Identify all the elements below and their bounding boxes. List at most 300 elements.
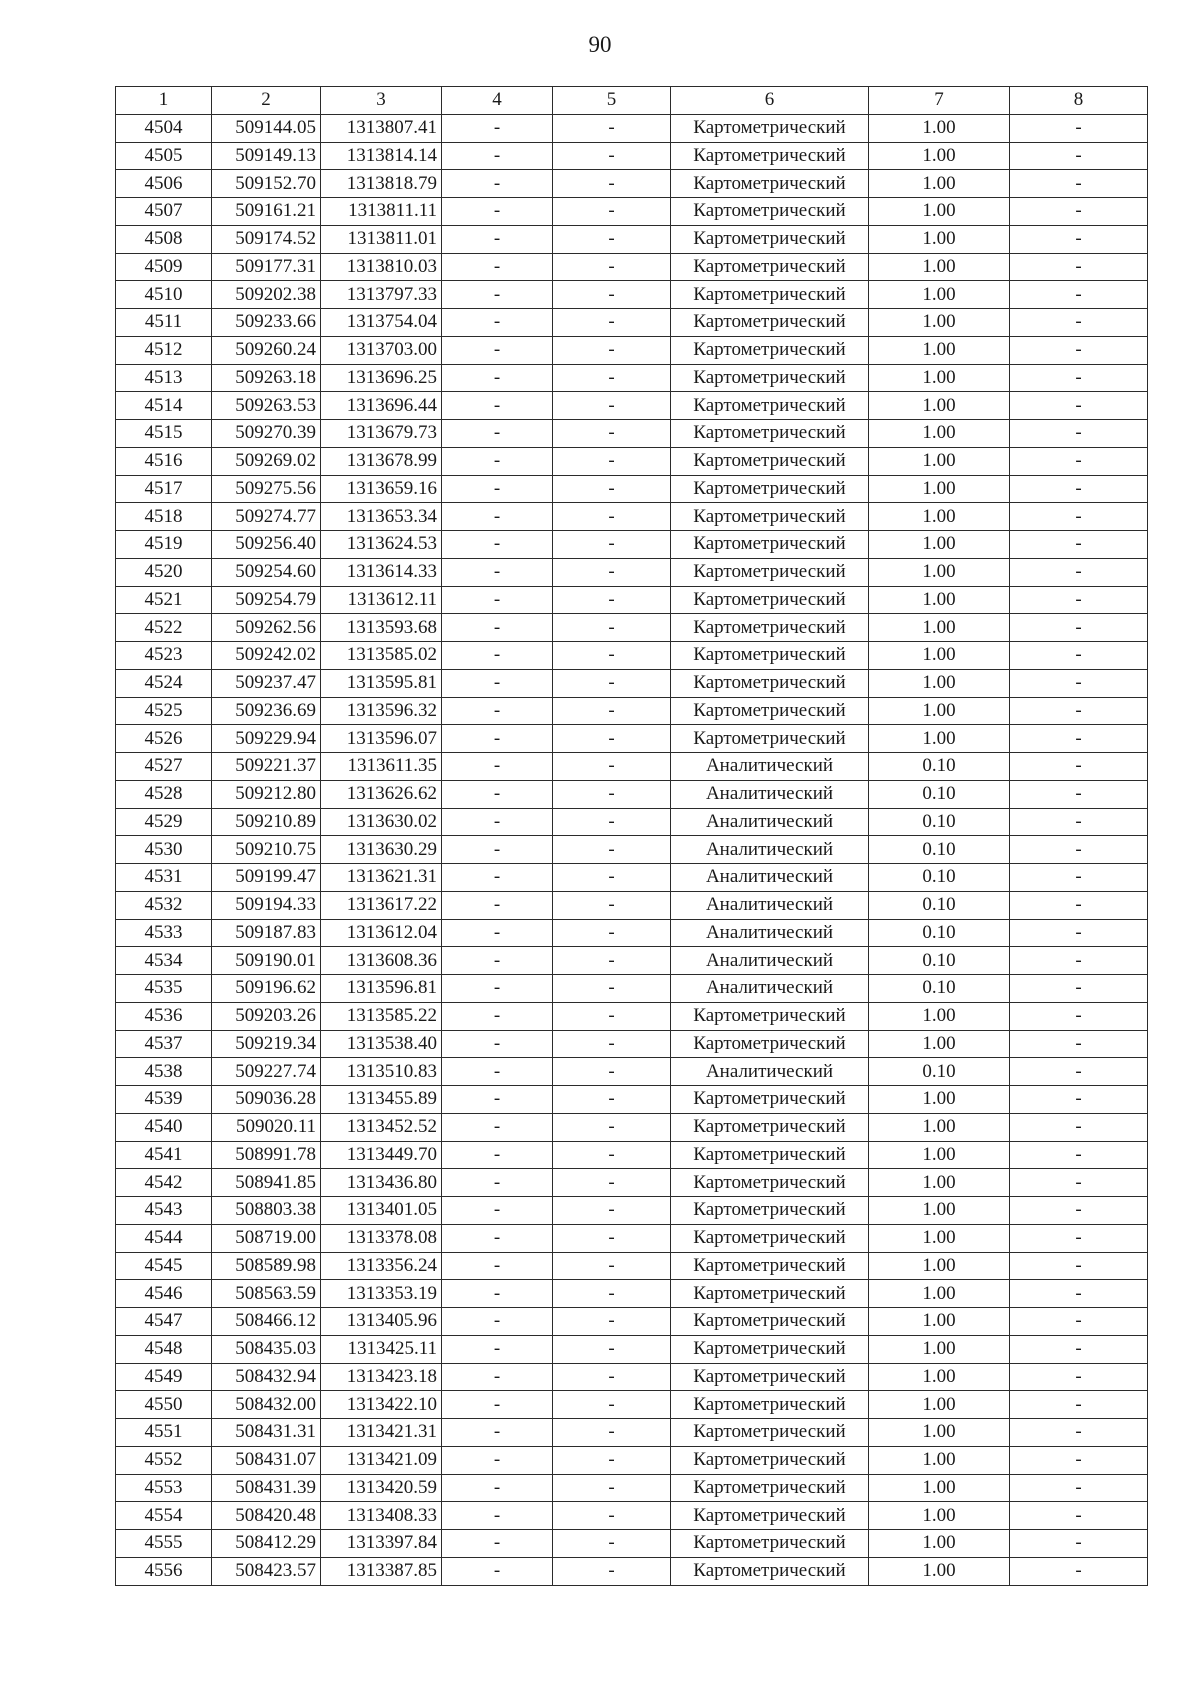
column-4-cell: - <box>442 336 553 364</box>
method-cell: Картометрический <box>671 1169 869 1197</box>
method-cell: Картометрический <box>671 503 869 531</box>
accuracy-cell: 0.10 <box>869 808 1010 836</box>
column-4-cell: - <box>442 614 553 642</box>
point-number-cell: 4546 <box>116 1280 212 1308</box>
column-5-cell: - <box>553 392 671 420</box>
x-coordinate-cell: 508420.48 <box>212 1502 321 1530</box>
y-coordinate-cell: 1313401.05 <box>321 1197 442 1225</box>
column-4-cell: - <box>442 1530 553 1558</box>
column-header: 3 <box>321 87 442 115</box>
column-8-cell: - <box>1010 531 1148 559</box>
y-coordinate-cell: 1313353.19 <box>321 1280 442 1308</box>
column-8-cell: - <box>1010 1335 1148 1363</box>
column-8-cell: - <box>1010 1363 1148 1391</box>
method-cell: Картометрический <box>671 142 869 170</box>
column-5-cell: - <box>553 336 671 364</box>
column-5-cell: - <box>553 1474 671 1502</box>
column-5-cell: - <box>553 1058 671 1086</box>
accuracy-cell: 1.00 <box>869 1446 1010 1474</box>
column-5-cell: - <box>553 420 671 448</box>
accuracy-cell: 1.00 <box>869 642 1010 670</box>
column-8-cell: - <box>1010 891 1148 919</box>
column-8-cell: - <box>1010 420 1148 448</box>
x-coordinate-cell: 508431.39 <box>212 1474 321 1502</box>
point-number-cell: 4541 <box>116 1141 212 1169</box>
method-cell: Картометрический <box>671 1252 869 1280</box>
column-8-cell: - <box>1010 364 1148 392</box>
method-cell: Аналитический <box>671 891 869 919</box>
y-coordinate-cell: 1313811.11 <box>321 198 442 226</box>
x-coordinate-cell: 509020.11 <box>212 1113 321 1141</box>
table-row <box>116 1169 1148 1197</box>
point-number-cell: 4515 <box>116 420 212 448</box>
point-number-cell: 4521 <box>116 586 212 614</box>
accuracy-cell: 1.00 <box>869 336 1010 364</box>
column-4-cell: - <box>442 669 553 697</box>
method-cell: Картометрический <box>671 1030 869 1058</box>
method-cell: Аналитический <box>671 975 869 1003</box>
column-4-cell: - <box>442 1391 553 1419</box>
column-4-cell: - <box>442 170 553 198</box>
column-8-cell: - <box>1010 558 1148 586</box>
method-cell: Аналитический <box>671 864 869 892</box>
point-number-cell: 4524 <box>116 669 212 697</box>
column-5-cell: - <box>553 558 671 586</box>
accuracy-cell: 1.00 <box>869 198 1010 226</box>
accuracy-cell: 1.00 <box>869 1557 1010 1585</box>
table-row <box>116 1557 1148 1585</box>
method-cell: Картометрический <box>671 669 869 697</box>
column-4-cell: - <box>442 364 553 392</box>
accuracy-cell: 0.10 <box>869 1058 1010 1086</box>
column-5-cell: - <box>553 1557 671 1585</box>
column-4-cell: - <box>442 586 553 614</box>
x-coordinate-cell: 509256.40 <box>212 531 321 559</box>
accuracy-cell: 1.00 <box>869 669 1010 697</box>
coordinates-table <box>115 86 1148 1586</box>
method-cell: Аналитический <box>671 836 869 864</box>
accuracy-cell: 1.00 <box>869 1502 1010 1530</box>
method-cell: Картометрический <box>671 198 869 226</box>
column-8-cell: - <box>1010 1419 1148 1447</box>
y-coordinate-cell: 1313596.07 <box>321 725 442 753</box>
column-5-cell: - <box>553 891 671 919</box>
accuracy-cell: 0.10 <box>869 753 1010 781</box>
y-coordinate-cell: 1313754.04 <box>321 309 442 337</box>
y-coordinate-cell: 1313621.31 <box>321 864 442 892</box>
point-number-cell: 4536 <box>116 1002 212 1030</box>
column-5-cell: - <box>553 1086 671 1114</box>
method-cell: Картометрический <box>671 1224 869 1252</box>
y-coordinate-cell: 1313585.02 <box>321 642 442 670</box>
y-coordinate-cell: 1313593.68 <box>321 614 442 642</box>
y-coordinate-cell: 1313397.84 <box>321 1530 442 1558</box>
table-row <box>116 336 1148 364</box>
column-8-cell: - <box>1010 1058 1148 1086</box>
accuracy-cell: 0.10 <box>869 864 1010 892</box>
method-cell: Картометрический <box>671 614 869 642</box>
column-4-cell: - <box>442 1141 553 1169</box>
accuracy-cell: 1.00 <box>869 475 1010 503</box>
accuracy-cell: 1.00 <box>869 1086 1010 1114</box>
column-8-cell: - <box>1010 975 1148 1003</box>
y-coordinate-cell: 1313814.14 <box>321 142 442 170</box>
table-body <box>116 114 1148 1585</box>
x-coordinate-cell: 509152.70 <box>212 170 321 198</box>
column-5-cell: - <box>553 1280 671 1308</box>
x-coordinate-cell: 508432.00 <box>212 1391 321 1419</box>
x-coordinate-cell: 509161.21 <box>212 198 321 226</box>
x-coordinate-cell: 509274.77 <box>212 503 321 531</box>
column-5-cell: - <box>553 864 671 892</box>
point-number-cell: 4505 <box>116 142 212 170</box>
header-row <box>116 87 1148 115</box>
accuracy-cell: 1.00 <box>869 1197 1010 1225</box>
column-8-cell: - <box>1010 281 1148 309</box>
y-coordinate-cell: 1313425.11 <box>321 1335 442 1363</box>
column-4-cell: - <box>442 1502 553 1530</box>
column-8-cell: - <box>1010 669 1148 697</box>
column-8-cell: - <box>1010 225 1148 253</box>
column-8-cell: - <box>1010 1224 1148 1252</box>
column-header: 2 <box>212 87 321 115</box>
table-row <box>116 975 1148 1003</box>
method-cell: Картометрический <box>671 1419 869 1447</box>
column-4-cell: - <box>442 1308 553 1336</box>
page-number: 90 <box>588 32 612 57</box>
x-coordinate-cell: 508803.38 <box>212 1197 321 1225</box>
accuracy-cell: 1.00 <box>869 503 1010 531</box>
x-coordinate-cell: 509203.26 <box>212 1002 321 1030</box>
column-8-cell: - <box>1010 392 1148 420</box>
table-row <box>116 475 1148 503</box>
column-8-cell: - <box>1010 1530 1148 1558</box>
point-number-cell: 4555 <box>116 1530 212 1558</box>
table-row <box>116 614 1148 642</box>
y-coordinate-cell: 1313449.70 <box>321 1141 442 1169</box>
x-coordinate-cell: 508435.03 <box>212 1335 321 1363</box>
method-cell: Аналитический <box>671 919 869 947</box>
column-8-cell: - <box>1010 1030 1148 1058</box>
column-4-cell: - <box>442 225 553 253</box>
y-coordinate-cell: 1313818.79 <box>321 170 442 198</box>
column-8-cell: - <box>1010 919 1148 947</box>
point-number-cell: 4551 <box>116 1419 212 1447</box>
column-5-cell: - <box>553 1308 671 1336</box>
column-5-cell: - <box>553 697 671 725</box>
accuracy-cell: 1.00 <box>869 1252 1010 1280</box>
column-5-cell: - <box>553 1502 671 1530</box>
column-8-cell: - <box>1010 253 1148 281</box>
x-coordinate-cell: 508423.57 <box>212 1557 321 1585</box>
column-5-cell: - <box>553 919 671 947</box>
column-4-cell: - <box>442 1252 553 1280</box>
column-8-cell: - <box>1010 780 1148 808</box>
column-5-cell: - <box>553 614 671 642</box>
accuracy-cell: 1.00 <box>869 697 1010 725</box>
column-5-cell: - <box>553 725 671 753</box>
column-5-cell: - <box>553 281 671 309</box>
accuracy-cell: 1.00 <box>869 1474 1010 1502</box>
column-4-cell: - <box>442 1363 553 1391</box>
x-coordinate-cell: 508412.29 <box>212 1530 321 1558</box>
x-coordinate-cell: 509269.02 <box>212 447 321 475</box>
method-cell: Картометрический <box>671 114 869 142</box>
table-row <box>116 753 1148 781</box>
column-8-cell: - <box>1010 114 1148 142</box>
table-row <box>116 225 1148 253</box>
table-row <box>116 1141 1148 1169</box>
x-coordinate-cell: 508563.59 <box>212 1280 321 1308</box>
method-cell: Картометрический <box>671 725 869 753</box>
column-4-cell: - <box>442 1557 553 1585</box>
column-4-cell: - <box>442 1030 553 1058</box>
point-number-cell: 4523 <box>116 642 212 670</box>
column-8-cell: - <box>1010 586 1148 614</box>
column-4-cell: - <box>442 1058 553 1086</box>
x-coordinate-cell: 509194.33 <box>212 891 321 919</box>
x-coordinate-cell: 509210.89 <box>212 808 321 836</box>
table-row <box>116 142 1148 170</box>
column-4-cell: - <box>442 253 553 281</box>
column-4-cell: - <box>442 392 553 420</box>
column-4-cell: - <box>442 1474 553 1502</box>
x-coordinate-cell: 509196.62 <box>212 975 321 1003</box>
table-row <box>116 1502 1148 1530</box>
x-coordinate-cell: 509270.39 <box>212 420 321 448</box>
method-cell: Аналитический <box>671 1058 869 1086</box>
point-number-cell: 4520 <box>116 558 212 586</box>
y-coordinate-cell: 1313678.99 <box>321 447 442 475</box>
column-8-cell: - <box>1010 1002 1148 1030</box>
method-cell: Картометрический <box>671 697 869 725</box>
accuracy-cell: 1.00 <box>869 1335 1010 1363</box>
accuracy-cell: 1.00 <box>869 1363 1010 1391</box>
column-8-cell: - <box>1010 503 1148 531</box>
x-coordinate-cell: 508432.94 <box>212 1363 321 1391</box>
x-coordinate-cell: 509221.37 <box>212 753 321 781</box>
table-row <box>116 420 1148 448</box>
point-number-cell: 4537 <box>116 1030 212 1058</box>
table-row <box>116 1252 1148 1280</box>
y-coordinate-cell: 1313585.22 <box>321 1002 442 1030</box>
accuracy-cell: 1.00 <box>869 531 1010 559</box>
y-coordinate-cell: 1313811.01 <box>321 225 442 253</box>
point-number-cell: 4529 <box>116 808 212 836</box>
table-row <box>116 1058 1148 1086</box>
x-coordinate-cell: 509260.24 <box>212 336 321 364</box>
accuracy-cell: 1.00 <box>869 1113 1010 1141</box>
y-coordinate-cell: 1313596.81 <box>321 975 442 1003</box>
column-8-cell: - <box>1010 1141 1148 1169</box>
y-coordinate-cell: 1313420.59 <box>321 1474 442 1502</box>
accuracy-cell: 0.10 <box>869 780 1010 808</box>
table-row <box>116 836 1148 864</box>
accuracy-cell: 1.00 <box>869 614 1010 642</box>
y-coordinate-cell: 1313810.03 <box>321 253 442 281</box>
column-4-cell: - <box>442 447 553 475</box>
column-4-cell: - <box>442 281 553 309</box>
column-4-cell: - <box>442 309 553 337</box>
column-8-cell: - <box>1010 198 1148 226</box>
x-coordinate-cell: 508991.78 <box>212 1141 321 1169</box>
x-coordinate-cell: 509036.28 <box>212 1086 321 1114</box>
column-8-cell: - <box>1010 1308 1148 1336</box>
point-number-cell: 4507 <box>116 198 212 226</box>
point-number-cell: 4535 <box>116 975 212 1003</box>
method-cell: Картометрический <box>671 364 869 392</box>
table-row <box>116 669 1148 697</box>
point-number-cell: 4554 <box>116 1502 212 1530</box>
point-number-cell: 4511 <box>116 309 212 337</box>
x-coordinate-cell: 509202.38 <box>212 281 321 309</box>
point-number-cell: 4549 <box>116 1363 212 1391</box>
column-5-cell: - <box>553 1252 671 1280</box>
point-number-cell: 4534 <box>116 947 212 975</box>
x-coordinate-cell: 508941.85 <box>212 1169 321 1197</box>
accuracy-cell: 1.00 <box>869 364 1010 392</box>
table-row <box>116 1030 1148 1058</box>
y-coordinate-cell: 1313356.24 <box>321 1252 442 1280</box>
column-8-cell: - <box>1010 642 1148 670</box>
column-5-cell: - <box>553 1030 671 1058</box>
column-5-cell: - <box>553 836 671 864</box>
table-row <box>116 309 1148 337</box>
method-cell: Картометрический <box>671 1502 869 1530</box>
accuracy-cell: 1.00 <box>869 1002 1010 1030</box>
accuracy-cell: 1.00 <box>869 114 1010 142</box>
y-coordinate-cell: 1313612.04 <box>321 919 442 947</box>
y-coordinate-cell: 1313612.11 <box>321 586 442 614</box>
method-cell: Картометрический <box>671 642 869 670</box>
column-header: 5 <box>553 87 671 115</box>
y-coordinate-cell: 1313421.31 <box>321 1419 442 1447</box>
y-coordinate-cell: 1313611.35 <box>321 753 442 781</box>
column-4-cell: - <box>442 475 553 503</box>
table-row <box>116 919 1148 947</box>
method-cell: Картометрический <box>671 447 869 475</box>
table-row <box>116 1446 1148 1474</box>
table-row <box>116 1308 1148 1336</box>
column-8-cell: - <box>1010 309 1148 337</box>
y-coordinate-cell: 1313626.62 <box>321 780 442 808</box>
y-coordinate-cell: 1313614.33 <box>321 558 442 586</box>
column-5-cell: - <box>553 753 671 781</box>
x-coordinate-cell: 509237.47 <box>212 669 321 697</box>
method-cell: Картометрический <box>671 420 869 448</box>
method-cell: Картометрический <box>671 1002 869 1030</box>
table-row <box>116 392 1148 420</box>
accuracy-cell: 1.00 <box>869 253 1010 281</box>
accuracy-cell: 0.10 <box>869 919 1010 947</box>
y-coordinate-cell: 1313436.80 <box>321 1169 442 1197</box>
method-cell: Картометрический <box>671 1197 869 1225</box>
column-4-cell: - <box>442 753 553 781</box>
column-5-cell: - <box>553 947 671 975</box>
y-coordinate-cell: 1313455.89 <box>321 1086 442 1114</box>
method-cell: Картометрический <box>671 1308 869 1336</box>
table-row <box>116 253 1148 281</box>
column-5-cell: - <box>553 531 671 559</box>
column-header: 1 <box>116 87 212 115</box>
column-4-cell: - <box>442 531 553 559</box>
column-8-cell: - <box>1010 1169 1148 1197</box>
point-number-cell: 4522 <box>116 614 212 642</box>
method-cell: Картометрический <box>671 225 869 253</box>
y-coordinate-cell: 1313595.81 <box>321 669 442 697</box>
point-number-cell: 4528 <box>116 780 212 808</box>
column-8-cell: - <box>1010 1557 1148 1585</box>
y-coordinate-cell: 1313423.18 <box>321 1363 442 1391</box>
table-row <box>116 1002 1148 1030</box>
point-number-cell: 4543 <box>116 1197 212 1225</box>
column-5-cell: - <box>553 975 671 1003</box>
x-coordinate-cell: 509233.66 <box>212 309 321 337</box>
column-4-cell: - <box>442 1335 553 1363</box>
method-cell: Картометрический <box>671 1141 869 1169</box>
column-4-cell: - <box>442 1113 553 1141</box>
table-row <box>116 1280 1148 1308</box>
point-number-cell: 4540 <box>116 1113 212 1141</box>
column-8-cell: - <box>1010 447 1148 475</box>
accuracy-cell: 1.00 <box>869 447 1010 475</box>
method-cell: Картометрический <box>671 1363 869 1391</box>
table-row <box>116 531 1148 559</box>
point-number-cell: 4533 <box>116 919 212 947</box>
column-4-cell: - <box>442 891 553 919</box>
table-row <box>116 891 1148 919</box>
point-number-cell: 4538 <box>116 1058 212 1086</box>
column-4-cell: - <box>442 420 553 448</box>
column-8-cell: - <box>1010 170 1148 198</box>
method-cell: Картометрический <box>671 253 869 281</box>
table-row <box>116 947 1148 975</box>
x-coordinate-cell: 509219.34 <box>212 1030 321 1058</box>
column-8-cell: - <box>1010 947 1148 975</box>
table-row <box>116 1224 1148 1252</box>
x-coordinate-cell: 509263.18 <box>212 364 321 392</box>
column-4-cell: - <box>442 198 553 226</box>
method-cell: Картометрический <box>671 586 869 614</box>
column-5-cell: - <box>553 780 671 808</box>
column-5-cell: - <box>553 364 671 392</box>
method-cell: Аналитический <box>671 780 869 808</box>
accuracy-cell: 1.00 <box>869 1280 1010 1308</box>
table-row <box>116 1474 1148 1502</box>
column-4-cell: - <box>442 1197 553 1225</box>
point-number-cell: 4513 <box>116 364 212 392</box>
method-cell: Картометрический <box>671 1280 869 1308</box>
y-coordinate-cell: 1313624.53 <box>321 531 442 559</box>
method-cell: Картометрический <box>671 1391 869 1419</box>
column-8-cell: - <box>1010 864 1148 892</box>
method-cell: Картометрический <box>671 170 869 198</box>
accuracy-cell: 1.00 <box>869 586 1010 614</box>
table-row <box>116 1197 1148 1225</box>
y-coordinate-cell: 1313421.09 <box>321 1446 442 1474</box>
column-8-cell: - <box>1010 1502 1148 1530</box>
column-5-cell: - <box>553 1141 671 1169</box>
accuracy-cell: 1.00 <box>869 225 1010 253</box>
x-coordinate-cell: 508431.07 <box>212 1446 321 1474</box>
column-4-cell: - <box>442 808 553 836</box>
x-coordinate-cell: 509210.75 <box>212 836 321 864</box>
method-cell: Картометрический <box>671 531 869 559</box>
point-number-cell: 4553 <box>116 1474 212 1502</box>
point-number-cell: 4527 <box>116 753 212 781</box>
accuracy-cell: 1.00 <box>869 1030 1010 1058</box>
accuracy-cell: 0.10 <box>869 836 1010 864</box>
